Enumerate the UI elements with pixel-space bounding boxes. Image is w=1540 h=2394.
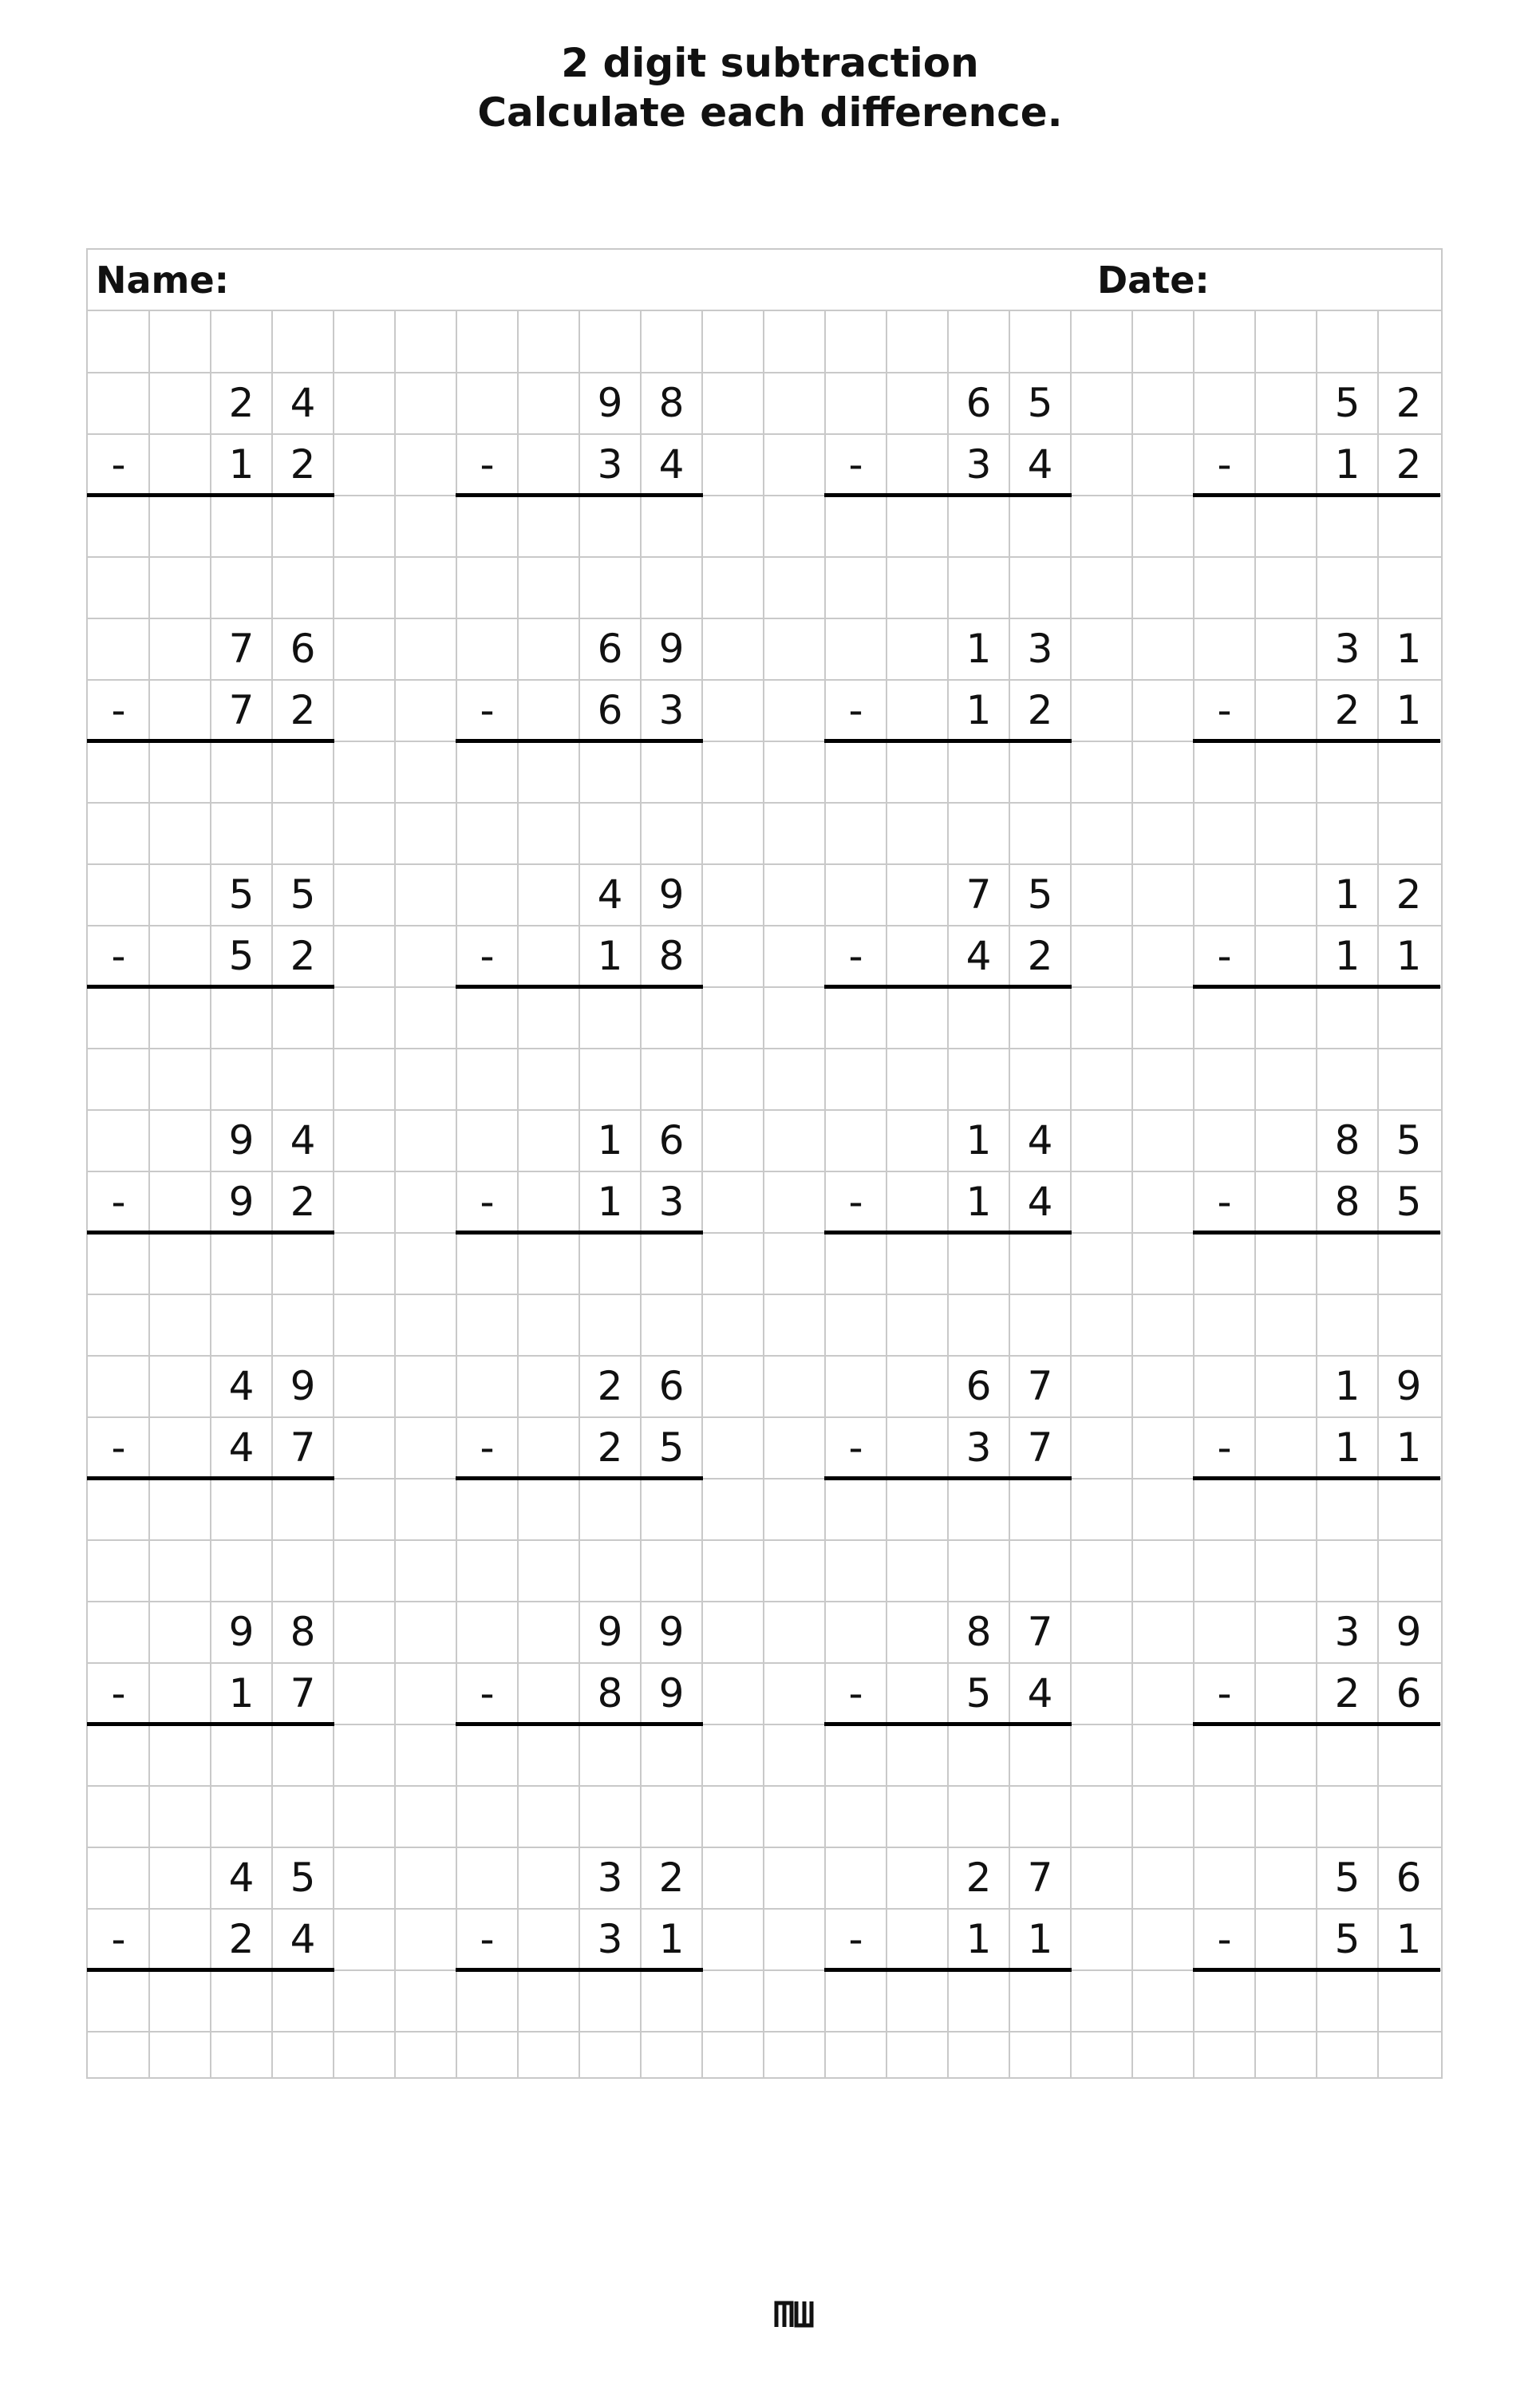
minuend-digit: 5: [1334, 1855, 1360, 1901]
worksheet-grid: [86, 248, 1443, 2079]
minuend-digit: 5: [290, 1855, 316, 1901]
minuend-digit: 1: [1396, 626, 1422, 672]
minuend-digit: 6: [965, 380, 992, 426]
minus-sign: -: [1217, 1916, 1232, 1962]
answer-line: [1193, 1968, 1440, 1972]
subtrahend-digit: 9: [228, 1179, 255, 1225]
minuend-digit: 7: [228, 626, 255, 672]
subtrahend-digit: 1: [1396, 1916, 1422, 1962]
answer-line: [87, 985, 334, 989]
grid-line: [88, 556, 1441, 558]
minus-sign: -: [111, 1916, 126, 1962]
subtrahend-digit: 1: [228, 1670, 255, 1716]
subtrahend-digit: 4: [228, 1424, 255, 1471]
minuend-digit: 6: [597, 626, 623, 672]
minuend-digit: 9: [658, 626, 685, 672]
subtrahend-digit: 1: [965, 1179, 992, 1225]
minus-sign: -: [1217, 441, 1232, 488]
minuend-digit: 5: [1027, 871, 1053, 918]
minuend-digit: 2: [228, 380, 255, 426]
subtrahend-digit: 2: [1027, 933, 1053, 979]
minus-sign: -: [480, 1670, 495, 1716]
answer-line: [824, 1722, 1072, 1726]
minus-sign: -: [480, 933, 495, 979]
minuend-digit: 1: [1334, 871, 1360, 918]
subtrahend-digit: 4: [290, 1916, 316, 1962]
answer-line: [87, 1722, 334, 1726]
subtrahend-digit: 3: [965, 441, 992, 488]
minuend-digit: 1: [965, 626, 992, 672]
subtrahend-digit: 4: [1027, 1670, 1053, 1716]
subtrahend-digit: 1: [658, 1916, 685, 1962]
minuend-digit: 8: [1334, 1117, 1360, 1163]
answer-line: [87, 739, 334, 743]
subtrahend-digit: 1: [597, 1179, 623, 1225]
subtrahend-digit: 1: [597, 933, 623, 979]
subtrahend-digit: 2: [1334, 687, 1360, 733]
subtrahend-digit: 4: [658, 441, 685, 488]
minuend-digit: 5: [1396, 1117, 1422, 1163]
grid-line: [88, 1785, 1441, 1787]
subtrahend-digit: 4: [965, 933, 992, 979]
minuend-digit: 5: [290, 871, 316, 918]
minus-sign: -: [480, 1424, 495, 1471]
answer-line: [456, 1476, 703, 1480]
minuend-digit: 9: [1396, 1609, 1422, 1655]
subtrahend-digit: 3: [597, 441, 623, 488]
answer-line: [1193, 493, 1440, 497]
subtrahend-digit: 5: [1396, 1179, 1422, 1225]
minuend-digit: 5: [228, 871, 255, 918]
subtrahend-digit: 3: [658, 1179, 685, 1225]
subtrahend-digit: 2: [597, 1424, 623, 1471]
minuend-digit: 5: [1334, 380, 1360, 426]
subtrahend-digit: 7: [290, 1424, 316, 1471]
subtrahend-digit: 1: [1334, 441, 1360, 488]
minuend-digit: 8: [965, 1609, 992, 1655]
minus-sign: -: [848, 441, 863, 488]
minus-sign: -: [111, 1670, 126, 1716]
grid-line: [88, 1048, 1441, 1049]
minus-sign: -: [848, 687, 863, 733]
answer-line: [87, 1968, 334, 1972]
name-label: Name:: [96, 259, 230, 302]
minuend-digit: 2: [597, 1363, 623, 1409]
subtrahend-digit: 1: [965, 687, 992, 733]
grid-line: [88, 1539, 1441, 1541]
minuend-digit: 3: [1027, 626, 1053, 672]
subtrahend-digit: 7: [1027, 1424, 1053, 1471]
minuend-digit: 9: [228, 1117, 255, 1163]
minuend-digit: 9: [597, 1609, 623, 1655]
minus-sign: -: [111, 687, 126, 733]
minuend-digit: 8: [290, 1609, 316, 1655]
minus-sign: -: [480, 1916, 495, 1962]
subtrahend-digit: 3: [597, 1916, 623, 1962]
minuend-digit: 6: [965, 1363, 992, 1409]
minuend-digit: 9: [290, 1363, 316, 1409]
minuend-digit: 8: [658, 380, 685, 426]
minuend-digit: 4: [290, 1117, 316, 1163]
minuend-digit: 9: [658, 1609, 685, 1655]
subtrahend-digit: 2: [290, 441, 316, 488]
minuend-digit: 9: [1396, 1363, 1422, 1409]
minuend-digit: 4: [228, 1363, 255, 1409]
answer-line: [456, 493, 703, 497]
minuend-digit: 5: [1027, 380, 1053, 426]
subtrahend-digit: 4: [1027, 441, 1053, 488]
subtrahend-digit: 2: [1334, 1670, 1360, 1716]
answer-line: [87, 1476, 334, 1480]
subtrahend-digit: 2: [228, 1916, 255, 1962]
subtrahend-digit: 8: [597, 1670, 623, 1716]
minuend-digit: 7: [965, 871, 992, 918]
minuend-digit: 7: [1027, 1363, 1053, 1409]
answer-line: [1193, 985, 1440, 989]
answer-line: [824, 985, 1072, 989]
subtrahend-digit: 5: [965, 1670, 992, 1716]
subtrahend-digit: 1: [965, 1916, 992, 1962]
subtrahend-digit: 7: [290, 1670, 316, 1716]
minus-sign: -: [1217, 687, 1232, 733]
worksheet-header: [88, 250, 1441, 311]
minuend-digit: 4: [597, 871, 623, 918]
answer-line: [1193, 739, 1440, 743]
answer-line: [456, 985, 703, 989]
answer-line: [1193, 1231, 1440, 1235]
minuend-digit: 1: [1334, 1363, 1360, 1409]
grid-line: [763, 311, 764, 2077]
minuend-digit: 1: [597, 1117, 623, 1163]
minus-sign: -: [848, 1179, 863, 1225]
logo-icon: [774, 2298, 814, 2330]
subtrahend-digit: 8: [1334, 1179, 1360, 1225]
minuend-digit: 6: [290, 626, 316, 672]
subtrahend-digit: 4: [1027, 1179, 1053, 1225]
subtrahend-digit: 1: [1396, 687, 1422, 733]
minuend-digit: 3: [1334, 626, 1360, 672]
answer-line: [456, 1722, 703, 1726]
grid-line: [88, 802, 1441, 804]
minuend-digit: 6: [1396, 1855, 1422, 1901]
minuend-digit: 9: [228, 1609, 255, 1655]
subtrahend-digit: 5: [658, 1424, 685, 1471]
subtrahend-digit: 8: [658, 933, 685, 979]
answer-line: [87, 493, 334, 497]
answer-line: [456, 1231, 703, 1235]
minuend-digit: 2: [965, 1855, 992, 1901]
answer-line: [824, 493, 1072, 497]
answer-line: [824, 1231, 1072, 1235]
subtrahend-digit: 7: [228, 687, 255, 733]
minus-sign: -: [111, 1424, 126, 1471]
grid-line: [88, 2031, 1441, 2033]
subtrahend-digit: 2: [290, 687, 316, 733]
minuend-digit: 4: [1027, 1117, 1053, 1163]
minus-sign: -: [848, 1670, 863, 1716]
page-subtitle: Calculate each difference.: [477, 89, 1063, 136]
subtrahend-digit: 1: [1396, 1424, 1422, 1471]
subtrahend-digit: 3: [658, 687, 685, 733]
subtrahend-digit: 1: [1396, 933, 1422, 979]
subtrahend-digit: 1: [1334, 933, 1360, 979]
minuend-digit: 4: [228, 1855, 255, 1901]
minus-sign: -: [111, 933, 126, 979]
subtrahend-digit: 3: [965, 1424, 992, 1471]
subtrahend-digit: 6: [597, 687, 623, 733]
minus-sign: -: [848, 1424, 863, 1471]
minuend-digit: 7: [1027, 1609, 1053, 1655]
answer-line: [456, 739, 703, 743]
subtrahend-digit: 1: [228, 441, 255, 488]
answer-line: [87, 1231, 334, 1235]
answer-line: [824, 1476, 1072, 1480]
grid-line: [88, 1294, 1441, 1295]
subtrahend-digit: 2: [1396, 441, 1422, 488]
minuend-digit: 3: [597, 1855, 623, 1901]
subtrahend-digit: 9: [658, 1670, 685, 1716]
minus-sign: -: [480, 441, 495, 488]
date-label: Date:: [1097, 259, 1210, 302]
minuend-digit: 9: [597, 380, 623, 426]
answer-line: [824, 1968, 1072, 1972]
minus-sign: -: [480, 687, 495, 733]
minus-sign: -: [1217, 933, 1232, 979]
subtrahend-digit: 6: [1396, 1670, 1422, 1716]
minus-sign: -: [1217, 1670, 1232, 1716]
minuend-digit: 9: [658, 871, 685, 918]
subtrahend-digit: 2: [1027, 687, 1053, 733]
minuend-digit: 6: [658, 1117, 685, 1163]
grid-line: [1131, 311, 1133, 2077]
answer-line: [1193, 1476, 1440, 1480]
grid-line: [394, 311, 396, 2077]
minus-sign: -: [111, 441, 126, 488]
subtrahend-digit: 2: [290, 933, 316, 979]
minuend-digit: 7: [1027, 1855, 1053, 1901]
minus-sign: -: [111, 1179, 126, 1225]
minuend-digit: 4: [290, 380, 316, 426]
subtrahend-digit: 2: [290, 1179, 316, 1225]
minuend-digit: 2: [1396, 380, 1422, 426]
minuend-digit: 1: [965, 1117, 992, 1163]
minus-sign: -: [480, 1179, 495, 1225]
subtrahend-digit: 1: [1334, 1424, 1360, 1471]
subtrahend-digit: 5: [228, 933, 255, 979]
minus-sign: -: [1217, 1424, 1232, 1471]
minuend-digit: 3: [1334, 1609, 1360, 1655]
page-title: 2 digit subtraction: [561, 40, 979, 86]
answer-line: [1193, 1722, 1440, 1726]
minuend-digit: 6: [658, 1363, 685, 1409]
minuend-digit: 2: [1396, 871, 1422, 918]
minuend-digit: 2: [658, 1855, 685, 1901]
minus-sign: -: [848, 1916, 863, 1962]
answer-line: [456, 1968, 703, 1972]
answer-line: [824, 739, 1072, 743]
subtrahend-digit: 5: [1334, 1916, 1360, 1962]
subtrahend-digit: 1: [1027, 1916, 1053, 1962]
minus-sign: -: [848, 933, 863, 979]
minus-sign: -: [1217, 1179, 1232, 1225]
